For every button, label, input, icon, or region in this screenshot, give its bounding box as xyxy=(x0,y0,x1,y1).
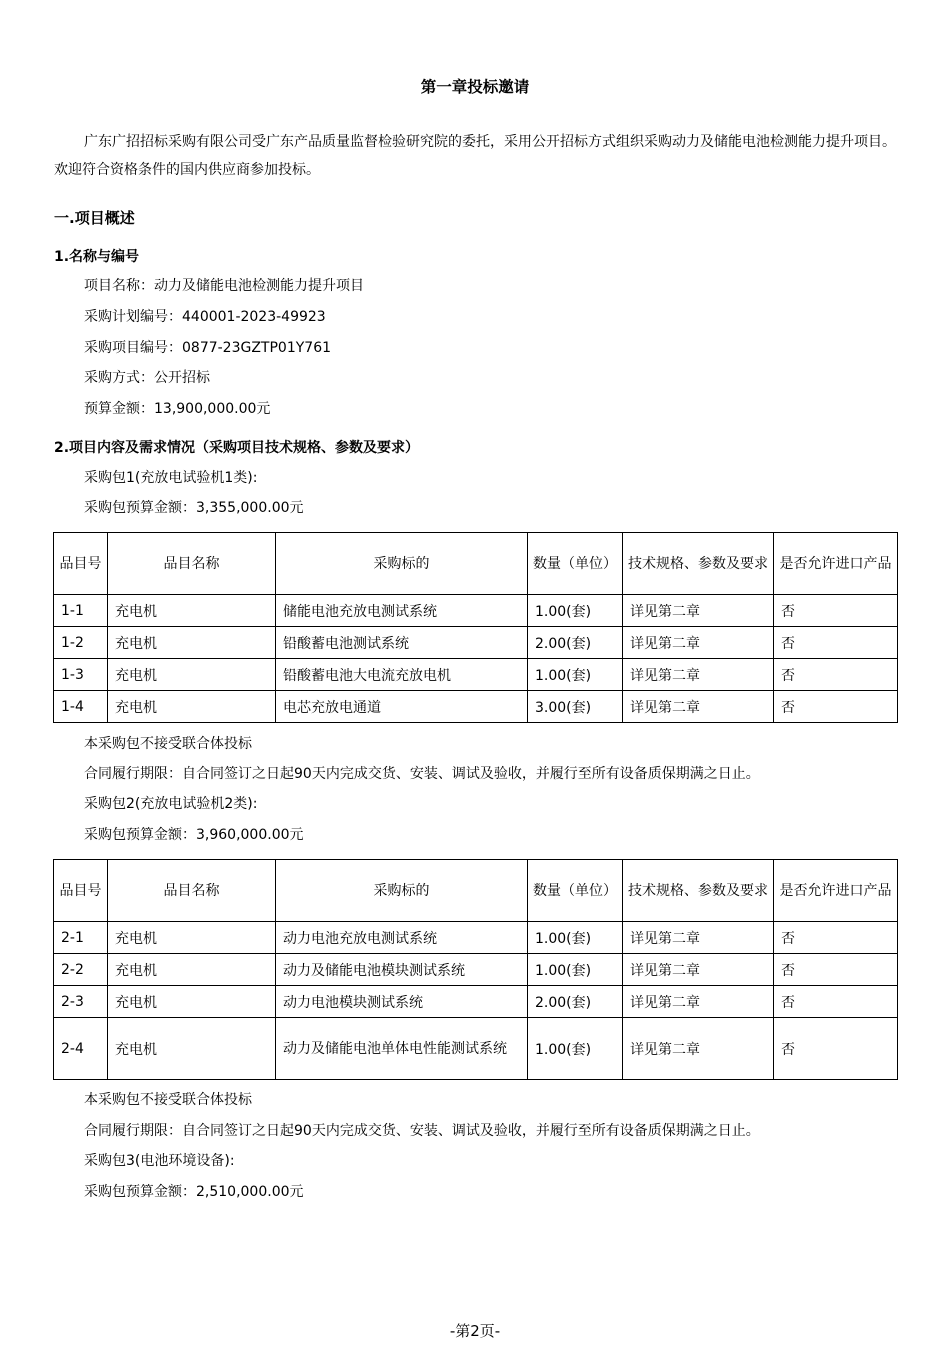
header-quantity: 数量（单位） xyxy=(528,860,623,922)
cell-import-allowed: 否 xyxy=(774,691,898,723)
cell-item-number: 2-3 xyxy=(54,986,108,1018)
cell-quantity: 2.00(套) xyxy=(528,627,623,659)
cell-import-allowed: 否 xyxy=(774,659,898,691)
cell-item-number: 1-3 xyxy=(54,659,108,691)
package-1-term: 合同履行期限：自合同签订之日起90天内完成交货、安装、调试及验收，并履行至所有设备质保期满之日止。 xyxy=(84,766,760,782)
package-1-note: 本采购包不接受联合体投标 xyxy=(84,736,252,752)
cell-spec: 详见第二章 xyxy=(623,954,774,986)
section-heading-overview: 一.项目概述 xyxy=(54,209,135,227)
table-row xyxy=(54,627,898,659)
header-item-name: 品目名称 xyxy=(108,533,276,595)
cell-spec: 详见第二章 xyxy=(623,659,774,691)
cell-subject: 动力电池充放电测试系统 xyxy=(276,922,528,954)
page-number: -第2页- xyxy=(449,1322,501,1340)
table-row xyxy=(54,922,898,954)
package-1-name: 采购包1(充放电试验机1类): xyxy=(84,470,258,486)
plan-number: 采购计划编号：440001-2023-49923 xyxy=(84,309,326,325)
table-header-row xyxy=(54,860,898,922)
cell-subject: 动力及储能电池模块测试系统 xyxy=(276,954,528,986)
cell-item-number: 1-2 xyxy=(54,627,108,659)
table-row xyxy=(54,954,898,986)
header-import-allowed: 是否允许进口产品 xyxy=(774,533,898,595)
header-item-number: 品目号 xyxy=(54,533,108,595)
cell-item-name: 充电机 xyxy=(108,627,276,659)
subheading-project-content: 2.项目内容及需求情况（采购项目技术规格、参数及要求） xyxy=(54,440,420,456)
header-item-name: 品目名称 xyxy=(108,860,276,922)
subheading-name-number: 1.名称与编号 xyxy=(54,249,140,265)
procurement-method: 采购方式：公开招标 xyxy=(84,370,210,386)
cell-import-allowed: 否 xyxy=(774,954,898,986)
header-import-allowed: 是否允许进口产品 xyxy=(774,860,898,922)
header-spec: 技术规格、参数及要求 xyxy=(623,533,774,595)
cell-subject: 动力及储能电池单体电性能测试系统 xyxy=(276,1018,528,1080)
table-row xyxy=(54,986,898,1018)
cell-item-name: 充电机 xyxy=(108,691,276,723)
header-quantity: 数量（单位） xyxy=(528,533,623,595)
header-subject: 采购标的 xyxy=(276,533,528,595)
cell-item-number: 2-4 xyxy=(54,1018,108,1080)
cell-spec: 详见第二章 xyxy=(623,1018,774,1080)
cell-quantity: 3.00(套) xyxy=(528,691,623,723)
cell-quantity: 1.00(套) xyxy=(528,1018,623,1080)
cell-item-name: 充电机 xyxy=(108,922,276,954)
cell-subject: 铅酸蓄电池大电流充放电机 xyxy=(276,659,528,691)
cell-subject: 动力电池模块测试系统 xyxy=(276,986,528,1018)
table-row xyxy=(54,659,898,691)
package-2-note: 本采购包不接受联合体投标 xyxy=(84,1092,252,1108)
project-number: 采购项目编号：0877-23GZTP01Y761 xyxy=(84,340,332,356)
table-row xyxy=(54,1018,898,1080)
cell-spec: 详见第二章 xyxy=(623,595,774,627)
cell-item-name: 充电机 xyxy=(108,595,276,627)
cell-quantity: 1.00(套) xyxy=(528,595,623,627)
cell-import-allowed: 否 xyxy=(774,986,898,1018)
cell-quantity: 1.00(套) xyxy=(528,922,623,954)
cell-item-number: 2-1 xyxy=(54,922,108,954)
package-2-name: 采购包2(充放电试验机2类): xyxy=(84,796,258,812)
cell-quantity: 2.00(套) xyxy=(528,986,623,1018)
cell-spec: 详见第二章 xyxy=(623,627,774,659)
intro-paragraph: 广东广招招标采购有限公司受广东产品质量监督检验研究院的委托，采用公开招标方式组织采购动力及储能电池检测能力提升项目。欢迎符合资格条件的国内供应商参加投标。 xyxy=(54,134,896,178)
cell-quantity: 1.00(套) xyxy=(528,659,623,691)
cell-import-allowed: 否 xyxy=(774,595,898,627)
cell-subject: 电芯充放电通道 xyxy=(276,691,528,723)
table-header-row xyxy=(54,533,898,595)
page-title: 第一章投标邀请 xyxy=(420,78,530,96)
budget-amount: 预算金额：13,900,000.00元 xyxy=(84,401,271,417)
package-3-budget: 采购包预算金额：2,510,000.00元 xyxy=(84,1184,304,1200)
cell-item-name: 充电机 xyxy=(108,986,276,1018)
cell-spec: 详见第二章 xyxy=(623,691,774,723)
project-name: 项目名称：动力及储能电池检测能力提升项目 xyxy=(84,278,364,294)
cell-item-name: 充电机 xyxy=(108,954,276,986)
cell-import-allowed: 否 xyxy=(774,627,898,659)
package-1-budget: 采购包预算金额：3,355,000.00元 xyxy=(84,500,304,516)
package-1-table xyxy=(53,532,898,723)
cell-spec: 详见第二章 xyxy=(623,922,774,954)
cell-subject: 铅酸蓄电池测试系统 xyxy=(276,627,528,659)
header-item-number: 品目号 xyxy=(54,860,108,922)
package-3-name: 采购包3(电池环境设备): xyxy=(84,1153,235,1169)
cell-import-allowed: 否 xyxy=(774,922,898,954)
cell-item-name: 充电机 xyxy=(108,1018,276,1080)
cell-spec: 详见第二章 xyxy=(623,986,774,1018)
package-2-term: 合同履行期限：自合同签订之日起90天内完成交货、安装、调试及验收，并履行至所有设备质保期满之日止。 xyxy=(84,1123,760,1139)
cell-item-name: 充电机 xyxy=(108,659,276,691)
table-row xyxy=(54,691,898,723)
cell-subject: 储能电池充放电测试系统 xyxy=(276,595,528,627)
cell-item-number: 2-2 xyxy=(54,954,108,986)
package-2-table xyxy=(53,859,898,1080)
table-row xyxy=(54,595,898,627)
cell-item-number: 1-1 xyxy=(54,595,108,627)
header-subject: 采购标的 xyxy=(276,860,528,922)
cell-item-number: 1-4 xyxy=(54,691,108,723)
cell-quantity: 1.00(套) xyxy=(528,954,623,986)
header-spec: 技术规格、参数及要求 xyxy=(623,860,774,922)
package-2-budget: 采购包预算金额：3,960,000.00元 xyxy=(84,827,304,843)
cell-import-allowed: 否 xyxy=(774,1018,898,1080)
